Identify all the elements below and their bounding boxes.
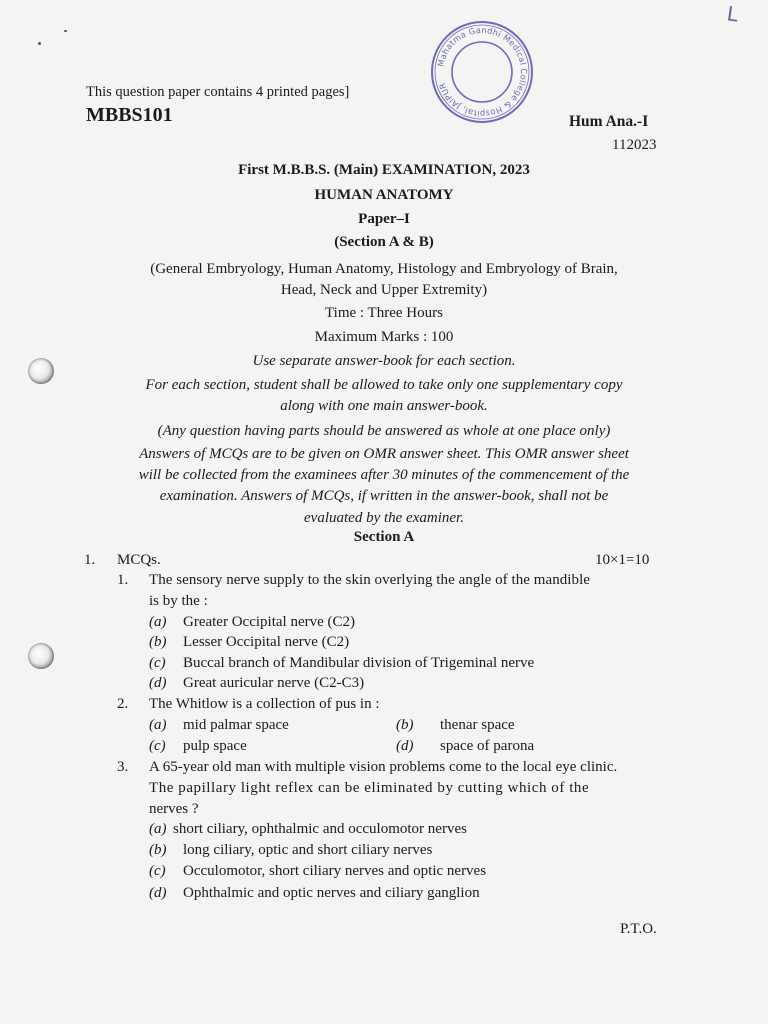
svg-text:Mahatma Gandhi Medical College: Mahatma Gandhi Medical College & Hospital, JAIPUR [435, 24, 530, 120]
option-label: (c) [149, 655, 166, 671]
option-label: (b) [396, 717, 414, 733]
option-text: Great auricular nerve (C2-C3) [183, 675, 365, 691]
instruction-4-line-1: Answers of MCQs are to be given on OMR answer sheet. This OMR answer sheet [139, 446, 629, 462]
option-label: (d) [149, 675, 167, 691]
exam-title: First M.B.B.S. (Main) EXAMINATION, 2023 [238, 162, 530, 178]
stamp-seal-icon [426, 16, 538, 128]
instruction-4-line-3: examination. Answers of MCQs, if written in the answer-book, shall not be [159, 488, 609, 504]
pto-label: P.T.O. [620, 921, 657, 937]
instruction-1: Use separate answer-book for each section. [252, 353, 516, 369]
option-text: pulp space [183, 738, 247, 754]
mcq-number: 1. [117, 572, 129, 588]
option-label: (d) [149, 885, 167, 901]
pages-note: This question paper contains 4 printed pages] [86, 84, 350, 100]
subject-title: HUMAN ANATOMY [314, 187, 454, 203]
speck [38, 42, 41, 45]
option-text: short ciliary, ophthalmic and occulomotor nerves [173, 821, 467, 837]
paper-code: MBBS101 [86, 104, 173, 126]
option-label: (d) [396, 738, 414, 754]
mcq-number: 2. [117, 696, 129, 712]
instruction-4-line-2: will be collected from the examinees after 30 minutes of the commencement of the [138, 467, 630, 483]
mcq-stem-line: The Whitlow is a collection of pus in : [149, 696, 380, 712]
option-text: Buccal branch of Mandibular division of Trigeminal nerve [183, 655, 535, 671]
option-label: (b) [149, 842, 167, 858]
option-text: long ciliary, optic and short ciliary nerves [183, 842, 433, 858]
option-text: thenar space [440, 717, 515, 733]
mcq-stem-line: A 65-year old man with multiple vision problems come to the local eye clinic. [149, 759, 618, 775]
instruction-2-line-2: along with one main answer-book. [280, 398, 488, 414]
option-label: (c) [149, 863, 166, 879]
marks-line: Maximum Marks : 100 [314, 329, 454, 345]
option-label: (c) [149, 738, 166, 754]
sections-label: (Section A & B) [334, 234, 434, 250]
paper-label: Paper–I [358, 211, 410, 227]
option-label: (a) [149, 717, 167, 733]
instruction-3: (Any question having parts should be answered as whole at one place only) [157, 423, 611, 439]
instruction-2-line-1: For each section, student shall be allowed to take only one supplementary copy [145, 377, 623, 393]
scope-line-2: Head, Neck and Upper Extremity) [280, 282, 488, 298]
time-line: Time : Three Hours [325, 305, 443, 321]
section-a-heading: Section A [353, 529, 415, 545]
mcq-stem-line: The papillary light reflex can be eliminated by cutting which of the [149, 780, 590, 796]
question-marks: 10×1=10 [595, 552, 650, 568]
instruction-4-line-4: evaluated by the examiner. [304, 510, 464, 526]
mcq-stem-line: nerves ? [149, 801, 199, 817]
option-text: space of parona [440, 738, 535, 754]
subject-short: Hum Ana.-I [569, 113, 649, 130]
mcq-stem-line: The sensory nerve supply to the skin overlying the angle of the mandible [149, 572, 590, 588]
option-text: Greater Occipital nerve (C2) [183, 614, 355, 630]
option-text: Ophthalmic and optic nerves and ciliary ganglion [183, 885, 480, 901]
speck [64, 30, 67, 32]
paper-number: 112023 [612, 137, 657, 153]
option-label: (a) [149, 821, 167, 837]
option-label: (a) [149, 614, 167, 630]
option-text: mid palmar space [183, 717, 289, 733]
option-text: Occulomotor, short ciliary nerves and optic nerves [183, 863, 487, 879]
mcq-stem-line: is by the : [149, 593, 208, 609]
question-number: 1. [84, 552, 96, 568]
college-stamp [426, 16, 538, 128]
question-label: MCQs. [117, 552, 161, 568]
mcq-number: 3. [117, 759, 129, 775]
option-text: Lesser Occipital nerve (C2) [183, 634, 350, 650]
binding-hole-bottom [28, 643, 54, 669]
corner-handwritten-mark: L [725, 1, 740, 27]
scope-line-1: (General Embryology, Human Anatomy, Histology and Embryology of Brain, [150, 261, 618, 277]
option-label: (b) [149, 634, 167, 650]
